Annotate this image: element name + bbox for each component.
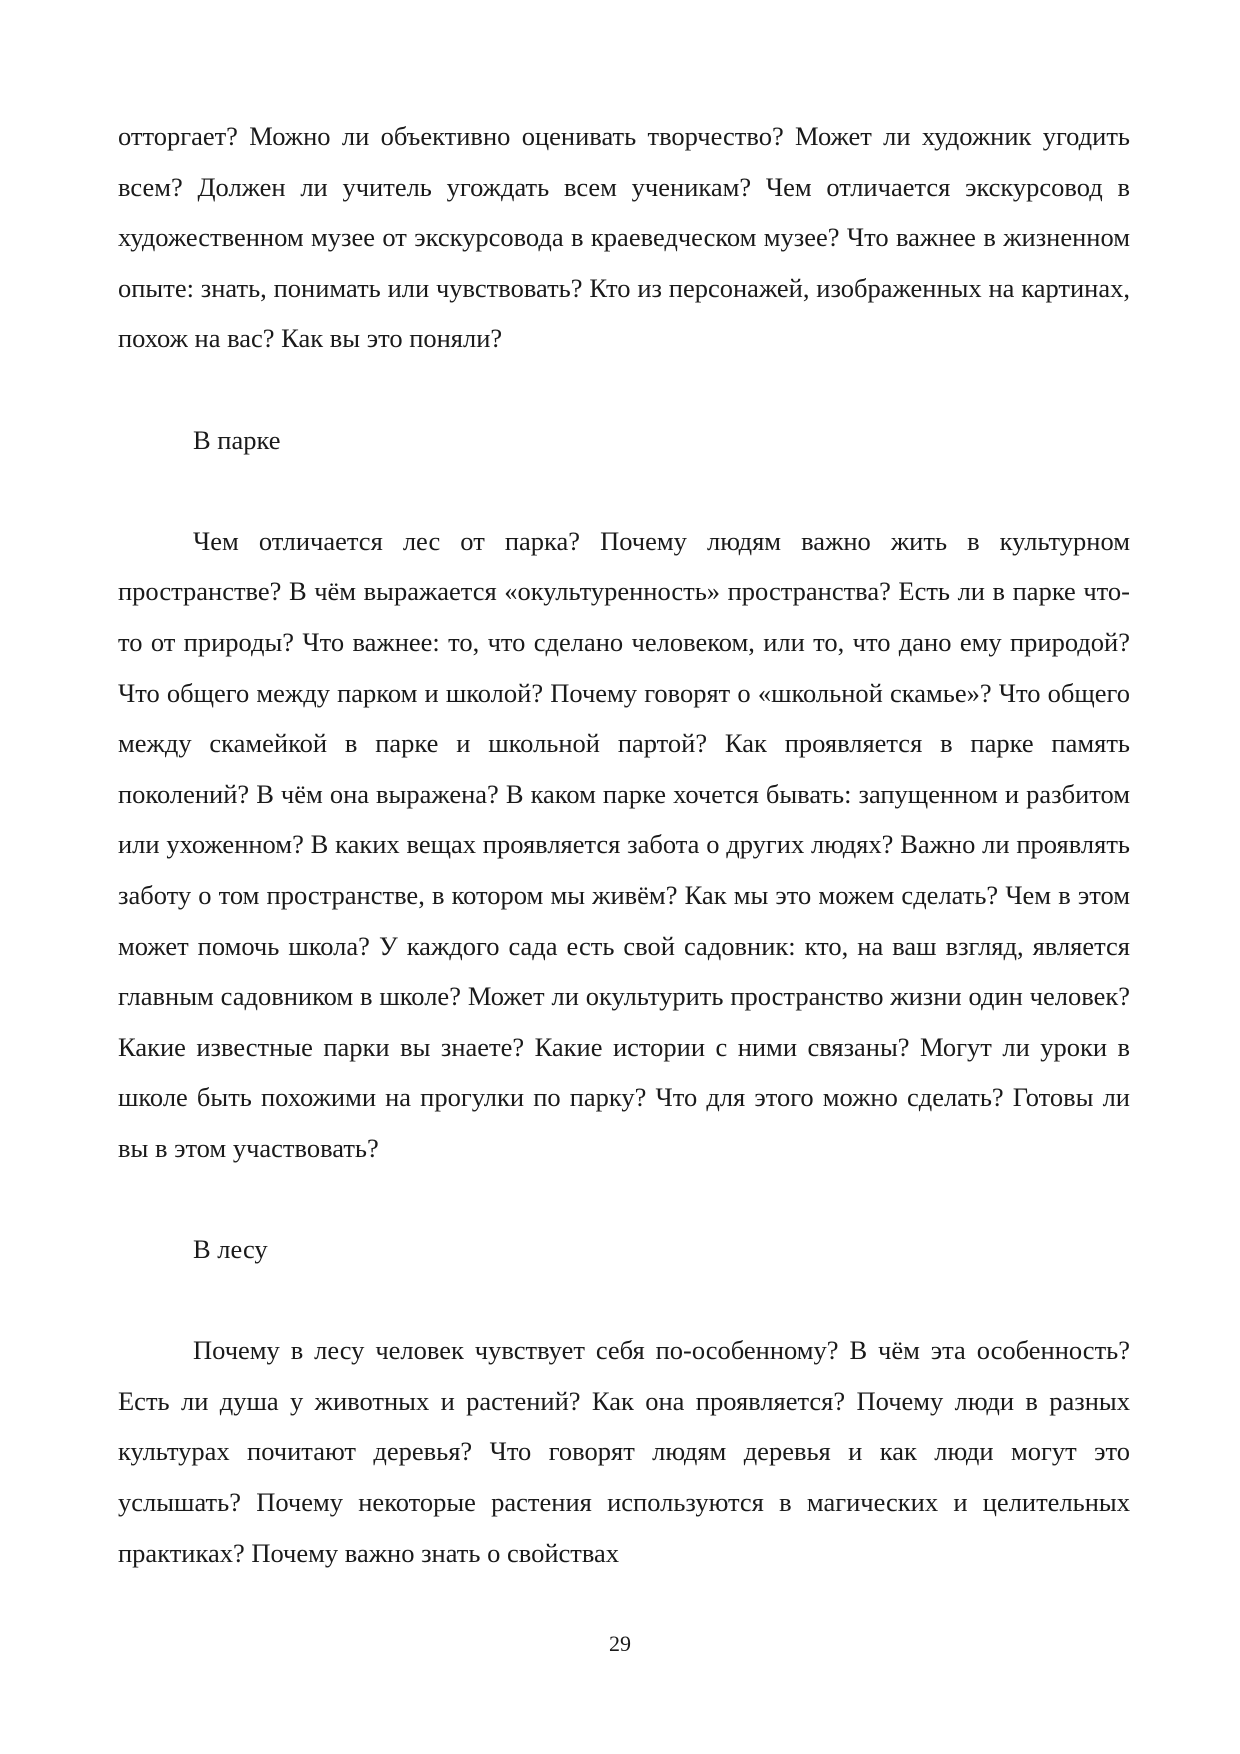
- section-heading-park: В парке: [193, 424, 281, 455]
- spacer: [118, 1275, 1130, 1326]
- spacer: [118, 465, 1130, 516]
- section-paragraph-park: Чем отличается лес от парка? Почему людям важно жить в культурном пространстве? В чём выражается «окультуренность» пространства? Есть ли в парке что-то от природы? Что важнее: то, что сделано человеком, или то, что дано ему природой? Что общего между парком и школой? Почему говорят о «школьной скамье»? Что общего между скамейкой в парке и школьной партой? Как проявляется в парке память поколений? В чём она выражена? В каком парке хочется бывать: запущенном и разбитом или ухоженном? В каких вещах проявляется забота о других людях? Важно ли проявлять заботу о том пространстве, в котором мы живём? Как мы это можем сделать? Чем в этом может помочь школа? У каждого сада есть свой садовник: кто, на ваш взгляд, является главным садовником в школе? Может ли окультурить пространство жизни один человек? Какие известные парки вы знаете? Какие истории с ними связаны? Могут ли уроки в школе быть похожими на прогулки по парку? Что для этого можно сделать? Готовы ли вы в этом участвовать?: [118, 525, 1130, 1163]
- section-paragraph-forest: Почему в лесу человек чувствует себя по-особенному? В чём эта особенность? Есть ли душа у животных и растений? Как она проявляется? Почему люди в разных культурах почитают деревья? Что говорят людям деревья и как люди могут это услышать? Почему некоторые растения используются в магических и целительных практиках? Почему важно знать о свойствах: [118, 1335, 1130, 1568]
- section-heading-forest: В лесу: [193, 1234, 268, 1265]
- page-body: [118, 111, 1130, 1578]
- page-number: 29: [609, 1631, 631, 1656]
- spacer: [118, 1173, 1130, 1224]
- intro-paragraph: отторгает? Можно ли объективно оценивать творчество? Может ли художник угодить всем? Должен ли учитель угождать всем ученикам? Чем отличается экскурсовод в художественном музее от экскурсовода в краеведческом музее? Что важнее в жизненном опыте: знать, понимать или чувствовать? Кто из персонажей, изображенных на картинах, похож на вас? Как вы это поняли?: [118, 121, 1130, 354]
- spacer: [118, 364, 1130, 415]
